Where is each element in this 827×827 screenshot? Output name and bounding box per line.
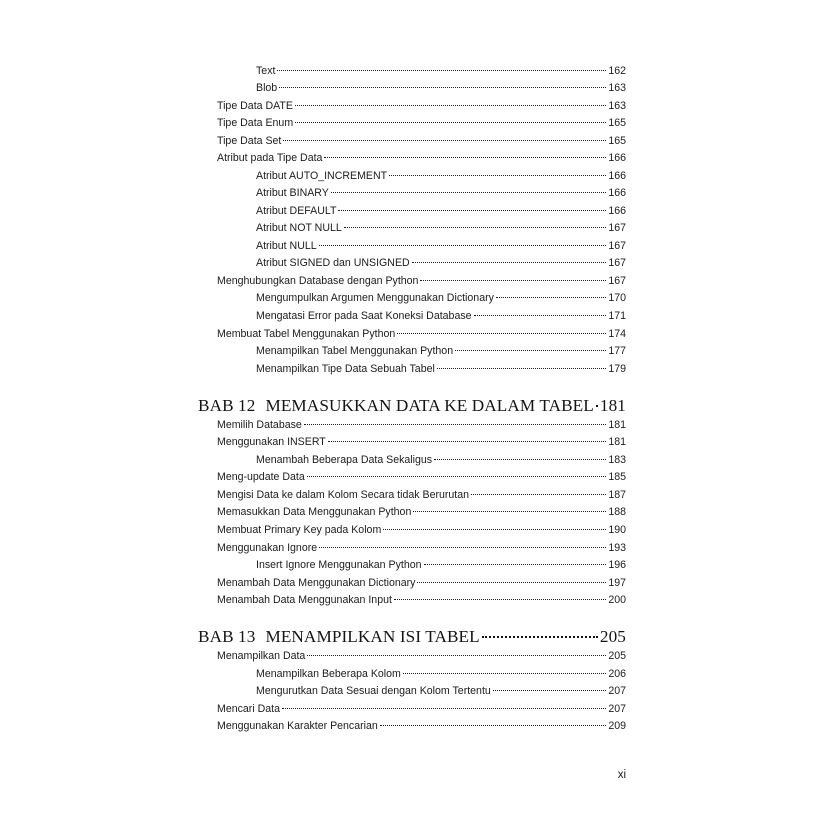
entry-page: 165 (608, 117, 626, 129)
dot-leader (424, 564, 607, 565)
chapter-heading (198, 626, 626, 648)
toc-entry (217, 718, 626, 734)
entry-title: Membuat Primary Key pada Kolom (217, 524, 382, 536)
entry-page: 197 (608, 577, 626, 589)
toc-entry (256, 557, 626, 573)
entry-page: 193 (608, 542, 626, 554)
toc-entry (217, 469, 626, 485)
page-number: xi (617, 769, 626, 781)
dot-leader (474, 315, 607, 316)
entry-title: Tipe Data DATE (217, 100, 293, 112)
toc-entry (217, 150, 626, 166)
toc-entry (217, 540, 626, 556)
chapter-number: BAB 13 (198, 627, 256, 646)
toc-entry (217, 273, 626, 289)
entry-page: 181 (608, 419, 626, 431)
chapter-title: MENAMPILKAN ISI TABEL (265, 627, 480, 646)
entry-title: Insert Ignore Menggunakan Python (256, 559, 422, 571)
entry-page: 205 (608, 650, 626, 662)
dot-leader (434, 459, 606, 460)
toc-entry (256, 255, 626, 271)
entry-page: 183 (608, 454, 626, 466)
entry-title: Menggunakan Karakter Pencarian (217, 720, 378, 732)
entry-page: 163 (608, 82, 626, 94)
dot-leader (596, 405, 598, 407)
entry-title: Mencari Data (217, 703, 280, 715)
entry-page: 166 (608, 187, 626, 199)
dot-leader (295, 105, 606, 106)
entry-page: 200 (608, 594, 626, 606)
entry-page: 166 (608, 205, 626, 217)
entry-title: Menghubungkan Database dengan Python (217, 275, 419, 287)
dot-leader (437, 368, 606, 369)
toc-entry (256, 220, 626, 236)
toc-entry (256, 343, 626, 359)
entry-page: 177 (608, 345, 626, 357)
entry-title: Mengurutkan Data Sesuai dengan Kolom Tertentu (256, 685, 491, 697)
entry-title: Mengatasi Error pada Saat Koneksi Database (256, 310, 472, 322)
chapter-page: 205 (599, 627, 626, 646)
dot-leader (331, 192, 607, 193)
chapter-heading (198, 395, 626, 417)
chapter-page: 181 (599, 396, 626, 415)
entry-title: Mengumpulkan Argumen Menggunakan Dictionary (256, 292, 494, 304)
entry-page: 174 (608, 328, 626, 340)
toc-entry (256, 361, 626, 377)
dot-leader (319, 245, 607, 246)
toc-entry (217, 648, 626, 664)
toc-entry (217, 326, 626, 342)
toc-entry (256, 452, 626, 468)
entry-page: 190 (608, 524, 626, 536)
toc-entry (256, 63, 626, 79)
entry-title: Menggunakan Ignore (217, 542, 318, 554)
toc-entry (217, 133, 626, 149)
dot-leader (338, 210, 606, 211)
dot-leader (383, 529, 606, 530)
dot-leader (417, 582, 606, 583)
toc-entry (217, 98, 626, 114)
dot-leader (307, 655, 606, 656)
dot-leader (397, 333, 606, 334)
entry-title: Menambah Data Menggunakan Dictionary (217, 577, 416, 589)
entry-title: Menampilkan Tipe Data Sebuah Tabel (256, 363, 435, 375)
entry-title: Menampilkan Data (217, 650, 306, 662)
toc-entry (217, 487, 626, 503)
dot-leader (455, 350, 606, 351)
dot-leader (277, 70, 606, 71)
dot-leader (482, 636, 598, 638)
toc-entry (217, 522, 626, 538)
entry-page: 166 (608, 152, 626, 164)
toc-entry (256, 308, 626, 324)
entry-page: 196 (608, 559, 626, 571)
toc-entry (256, 238, 626, 254)
entry-page: 188 (608, 506, 626, 518)
entry-title: Menambah Data Menggunakan Input (217, 594, 392, 606)
entry-page: 170 (608, 292, 626, 304)
dot-leader (493, 690, 607, 691)
dot-leader (471, 494, 606, 495)
entry-title: Memilih Database (217, 419, 302, 431)
entry-title: Meng-update Data (217, 471, 305, 483)
entry-title: Text (256, 65, 276, 77)
dot-leader (420, 280, 606, 281)
entry-page: 165 (608, 135, 626, 147)
entry-title: Atribut pada Tipe Data (217, 152, 323, 164)
entry-page: 167 (608, 275, 626, 287)
entry-page: 179 (608, 363, 626, 375)
toc-entry (256, 203, 626, 219)
entry-title: Tipe Data Enum (217, 117, 294, 129)
entry-title: Blob (256, 82, 278, 94)
toc-entry (217, 592, 626, 608)
dot-leader (412, 262, 607, 263)
toc-entry (256, 80, 626, 96)
entry-page: 206 (608, 668, 626, 680)
dot-leader (279, 87, 606, 88)
entry-title: Menampilkan Beberapa Kolom (256, 668, 401, 680)
entry-title: Atribut NOT NULL (256, 222, 342, 234)
dot-leader (307, 476, 607, 477)
dot-leader (344, 227, 607, 228)
dot-leader (304, 424, 607, 425)
entry-title: Menggunakan INSERT (217, 436, 326, 448)
chapter-title: MEMASUKKAN DATA KE DALAM TABEL (265, 396, 594, 415)
entry-page: 162 (608, 65, 626, 77)
chapter-number: BAB 12 (198, 396, 256, 415)
entry-title: Atribut SIGNED dan UNSIGNED (256, 257, 410, 269)
entry-page: 207 (608, 685, 626, 697)
dot-leader (295, 122, 606, 123)
toc-entry (217, 417, 626, 433)
entry-title: Atribut AUTO_INCREMENT (256, 170, 388, 182)
toc-entry (256, 168, 626, 184)
dot-leader (496, 297, 606, 298)
entry-page: 207 (608, 703, 626, 715)
dot-leader (324, 157, 606, 158)
entry-page: 187 (608, 489, 626, 501)
dot-leader (282, 708, 606, 709)
entry-title: Atribut DEFAULT (256, 205, 337, 217)
entry-page: 171 (608, 310, 626, 322)
dot-leader (319, 547, 606, 548)
entry-page: 167 (608, 257, 626, 269)
dot-leader (403, 673, 606, 674)
toc-entry (256, 185, 626, 201)
entry-page: 163 (608, 100, 626, 112)
toc-entry (256, 290, 626, 306)
entry-page: 166 (608, 170, 626, 182)
dot-leader (283, 140, 606, 141)
toc-entry (217, 504, 626, 520)
dot-leader (328, 441, 607, 442)
entry-title: Atribut BINARY (256, 187, 329, 199)
entry-title: Mengisi Data ke dalam Kolom Secara tidak Berurutan (217, 489, 470, 501)
entry-page: 167 (608, 240, 626, 252)
entry-title: Menampilkan Tabel Menggunakan Python (256, 345, 454, 357)
toc-entry (256, 666, 626, 682)
toc-entry (256, 683, 626, 699)
entry-title: Membuat Tabel Menggunakan Python (217, 328, 396, 340)
entry-title: Memasukkan Data Menggunakan Python (217, 506, 412, 518)
entry-title: Menambah Beberapa Data Sekaligus (256, 454, 433, 466)
entry-page: 185 (608, 471, 626, 483)
dot-leader (380, 725, 607, 726)
dot-leader (394, 599, 606, 600)
toc-entry (217, 115, 626, 131)
entry-title: Atribut NULL (256, 240, 317, 252)
toc-entry (217, 434, 626, 450)
dot-leader (389, 175, 606, 176)
entry-page: 209 (608, 720, 626, 732)
entry-title: Tipe Data Set (217, 135, 282, 147)
dot-leader (413, 511, 606, 512)
entry-page: 181 (608, 436, 626, 448)
toc-entry (217, 575, 626, 591)
entry-page: 167 (608, 222, 626, 234)
toc-entry (217, 701, 626, 717)
